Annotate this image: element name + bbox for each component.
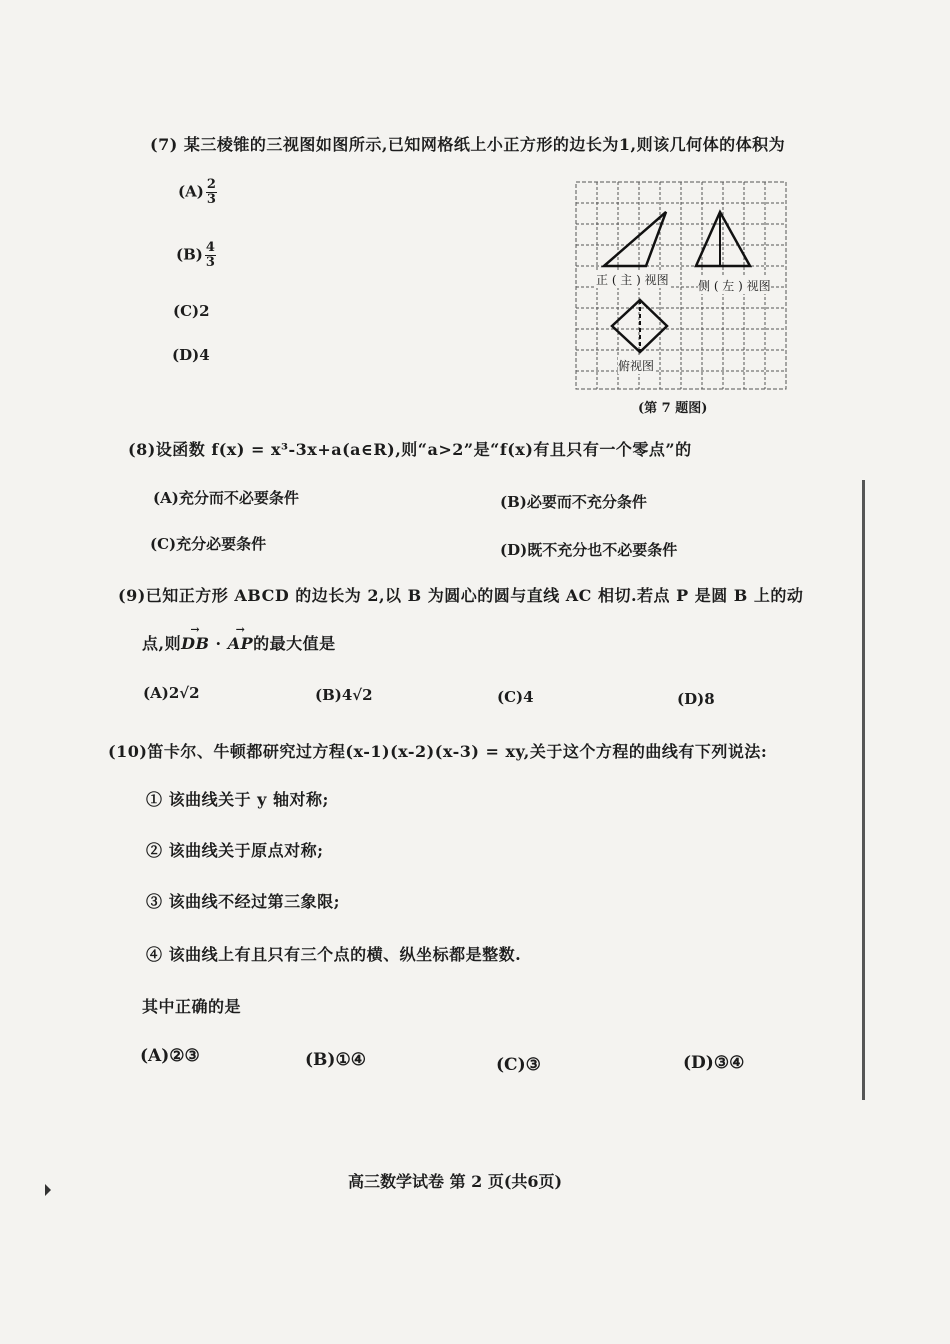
q8-option-d: (D)既不充分也不必要条件	[500, 541, 678, 559]
q7-option-b-fraction	[205, 241, 216, 270]
scan-edge-line	[862, 480, 865, 1100]
q7-option-b-denominator: 3	[205, 255, 215, 270]
scan-corner-mark	[45, 1184, 51, 1196]
q7-option-a-label: (A)	[178, 182, 204, 201]
q7-option-c-value: 2	[199, 302, 210, 320]
q10-statement-4: ④ 该曲线上有且只有三个点的横、纵坐标都是整数.	[146, 945, 522, 964]
q10-option-d: (D)③④	[683, 1053, 745, 1073]
q8-option-b: (B)必要而不充分条件	[500, 493, 647, 511]
q9-stem-suffix: 的最大值是	[253, 634, 336, 653]
q7-option-b	[176, 241, 216, 270]
q9-dot-operator: ·	[209, 634, 228, 653]
q7-option-a-numerator: 2	[206, 177, 216, 192]
q10-statement-1: ① 该曲线关于 y 轴对称;	[146, 790, 329, 809]
q10-option-b: (B)①④	[305, 1050, 366, 1070]
q7-stem: (7) 某三棱锥的三视图如图所示,已知网格纸上小正方形的边长为1,则该几何体的体积为	[150, 135, 786, 154]
q9-vector-ap: → AP	[228, 634, 253, 653]
q10-prompt: 其中正确的是	[142, 997, 242, 1016]
q7-option-d	[172, 346, 210, 364]
front-view-triangle	[604, 212, 666, 266]
q8-option-c: (C)充分必要条件	[150, 535, 267, 553]
q7-three-view-figure	[570, 178, 795, 423]
q9-option-c: (C)4	[497, 688, 534, 706]
q7-figure-caption: (第 7 题图)	[638, 401, 708, 416]
q7-option-b-label: (B)	[176, 245, 203, 264]
q9-stem-line1: (9)已知正方形 ABCD 的边长为 2,以 B 为圆心的圆与直线 AC 相切.若点 P 是圆 B 上的动	[118, 586, 804, 605]
q9-option-b: (B)4√2	[315, 686, 373, 704]
q9-stem-line2	[142, 631, 336, 654]
top-view-label: 俯视图	[618, 359, 655, 373]
q9-vector-db: → DB	[181, 634, 209, 653]
q8-option-a: (A)充分而不必要条件	[153, 489, 299, 507]
q7-option-a-denominator: 3	[206, 192, 216, 207]
q9-option-a: (A)2√2	[143, 684, 200, 702]
q8-stem: (8)设函数 f(x) = x³-3x+a(a∈R),则“a>2”是“f(x)有且只有一个零点”的	[128, 440, 692, 459]
q7-option-b-numerator: 4	[205, 240, 215, 255]
q10-statement-3: ③ 该曲线不经过第三象限;	[146, 892, 340, 911]
q9-option-d: (D)8	[677, 690, 715, 708]
q7-option-c	[173, 302, 210, 320]
q7-option-c-label: (C)	[173, 302, 200, 320]
q10-option-c: (C)③	[496, 1055, 541, 1075]
page-footer: 高三数学试卷 第 2 页(共6页)	[348, 1172, 563, 1191]
q7-option-a-fraction	[206, 178, 217, 207]
q10-stem: (10)笛卡尔、牛顿都研究过方程(x-1)(x-2)(x-3) = xy,关于这个方程的曲线有下列说法:	[108, 742, 768, 761]
q10-option-a: (A)②③	[140, 1046, 200, 1066]
q10-statement-2: ② 该曲线关于原点对称;	[146, 841, 324, 860]
side-view-label: 侧 ( 左 ) 视图	[698, 279, 771, 293]
q7-option-d-value: 4	[199, 346, 210, 364]
front-view-label: 正 ( 主 ) 视图	[596, 273, 669, 287]
q7-option-d-label: (D)	[172, 346, 200, 364]
q9-stem-prefix: 点,则	[142, 634, 182, 653]
q7-option-a	[178, 178, 217, 207]
